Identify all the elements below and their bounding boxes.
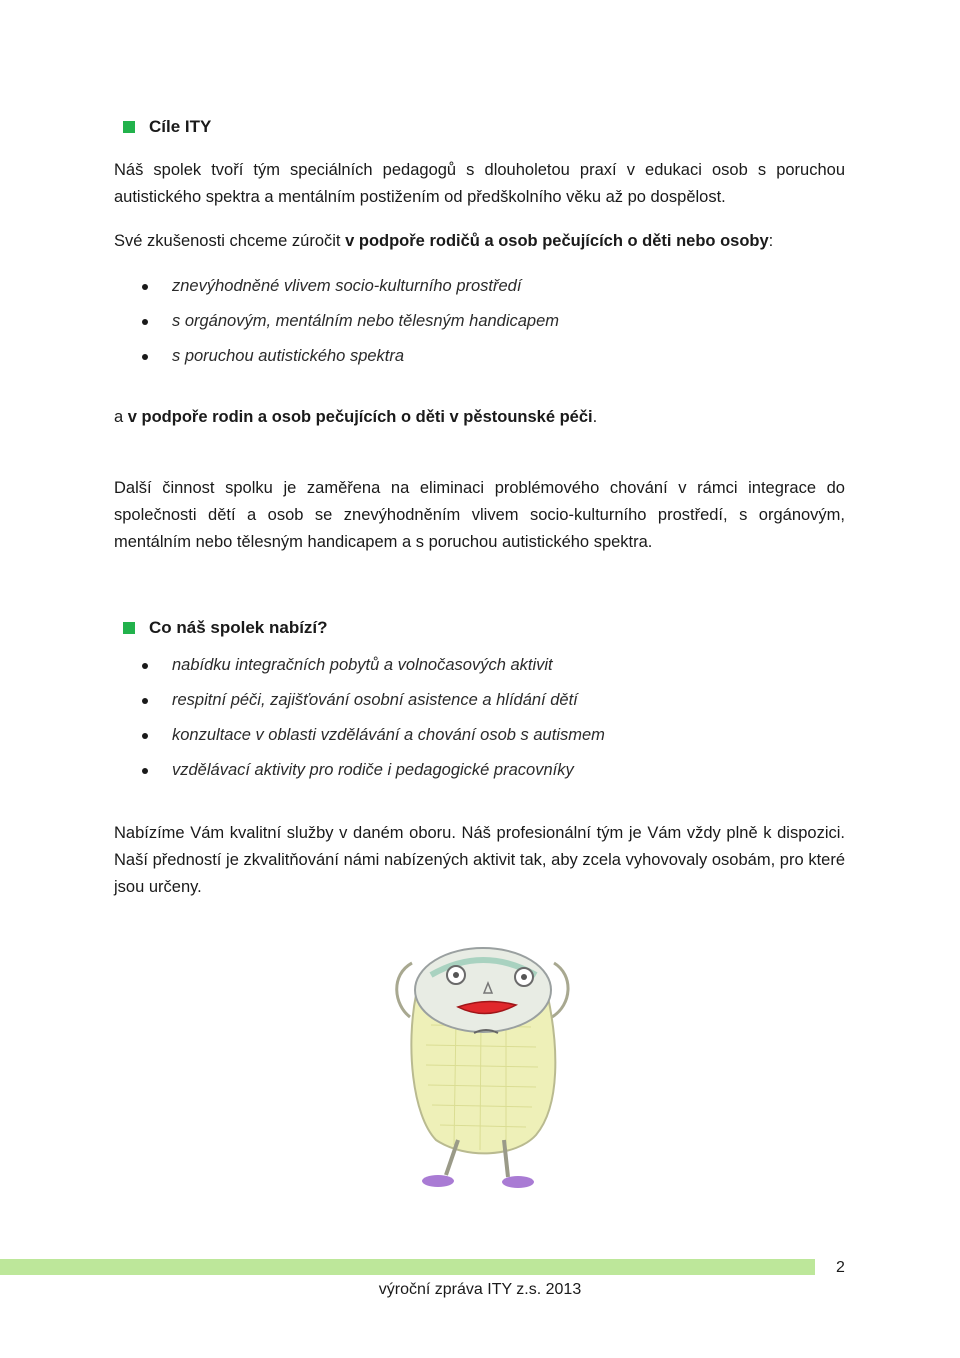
closing-period: .: [592, 408, 598, 426]
list-item: s poruchou autistického spektra: [142, 344, 559, 379]
lead-paragraph: [114, 228, 845, 255]
green-square-icon: [123, 622, 135, 634]
activity-paragraph: Další činnost spolku je zaměřena na eliminaci problémového chování v rámci integrace do společnosti dětí a osob se znevýhodněním vlivem socio-kulturního prostředí, s orgánovým, mentálním nebo tělesným handicapem a s poruchou autistického spektra.: [114, 479, 845, 551]
list-item: nabídku integračních pobytů a volnočasových aktivit: [142, 653, 605, 688]
closing-paragraph: [114, 404, 845, 431]
footer-bar: [0, 1259, 815, 1275]
lead-colon: :: [768, 232, 774, 250]
section-heading-offer: [123, 618, 328, 638]
bullet-icon: [142, 319, 148, 325]
offer-list: [142, 653, 605, 793]
list-item: respitní péči, zajišťování osobní asistence a hlídání dětí: [142, 688, 605, 723]
list-item: konzultace v oblasti vzdělávání a chování osob s autismem: [142, 723, 605, 758]
lead-text: Své zkušenosti chceme zúročit: [114, 232, 346, 250]
closing-text: a: [114, 408, 128, 426]
child-drawing-image: [376, 935, 590, 1197]
lead-bold-text: v podpoře rodičů a osob pečujících o děti nebo osoby: [345, 232, 769, 250]
list-item: znevýhodněné vlivem socio-kulturního prostředí: [142, 274, 559, 309]
bullet-icon: [142, 768, 148, 774]
bullet-icon: [142, 663, 148, 669]
section-heading-goals: [123, 117, 211, 137]
list-item: vzdělávací aktivity pro rodiče i pedagogické pracovníky: [142, 758, 605, 793]
page-number: 2: [836, 1259, 845, 1276]
intro-paragraph: Náš spolek tvoří tým speciálních pedagogů s dlouholetou praxí v edukaci osob s poruchou autistického spektra a mentálním postižením od předškolního věku až po dospělost.: [114, 161, 845, 206]
offer-closing-paragraph: Nabízíme Vám kvalitní služby v daném oboru. Náš profesionální tým je Vám vždy plně k dispozici. Naší předností je zkvalitňování námi nabízených aktivit tak, aby zcela vyhovovaly osobám, pro které jsou určeny.: [114, 824, 845, 896]
bullet-icon: [142, 733, 148, 739]
target-groups-list: [142, 274, 559, 379]
heading-text: Cíle ITY: [149, 117, 212, 136]
green-square-icon: [123, 121, 135, 133]
heading-text: Co náš spolek nabízí?: [149, 618, 328, 637]
bullet-icon: [142, 284, 148, 290]
closing-bold-text: v podpoře rodin a osob pečujících o děti v pěstounské péči: [127, 408, 593, 426]
bullet-icon: [142, 698, 148, 704]
footer-text: výroční zpráva ITY z.s. 2013: [378, 1281, 582, 1298]
bullet-icon: [142, 354, 148, 360]
list-item: s orgánovým, mentálním nebo tělesným handicapem: [142, 309, 559, 344]
